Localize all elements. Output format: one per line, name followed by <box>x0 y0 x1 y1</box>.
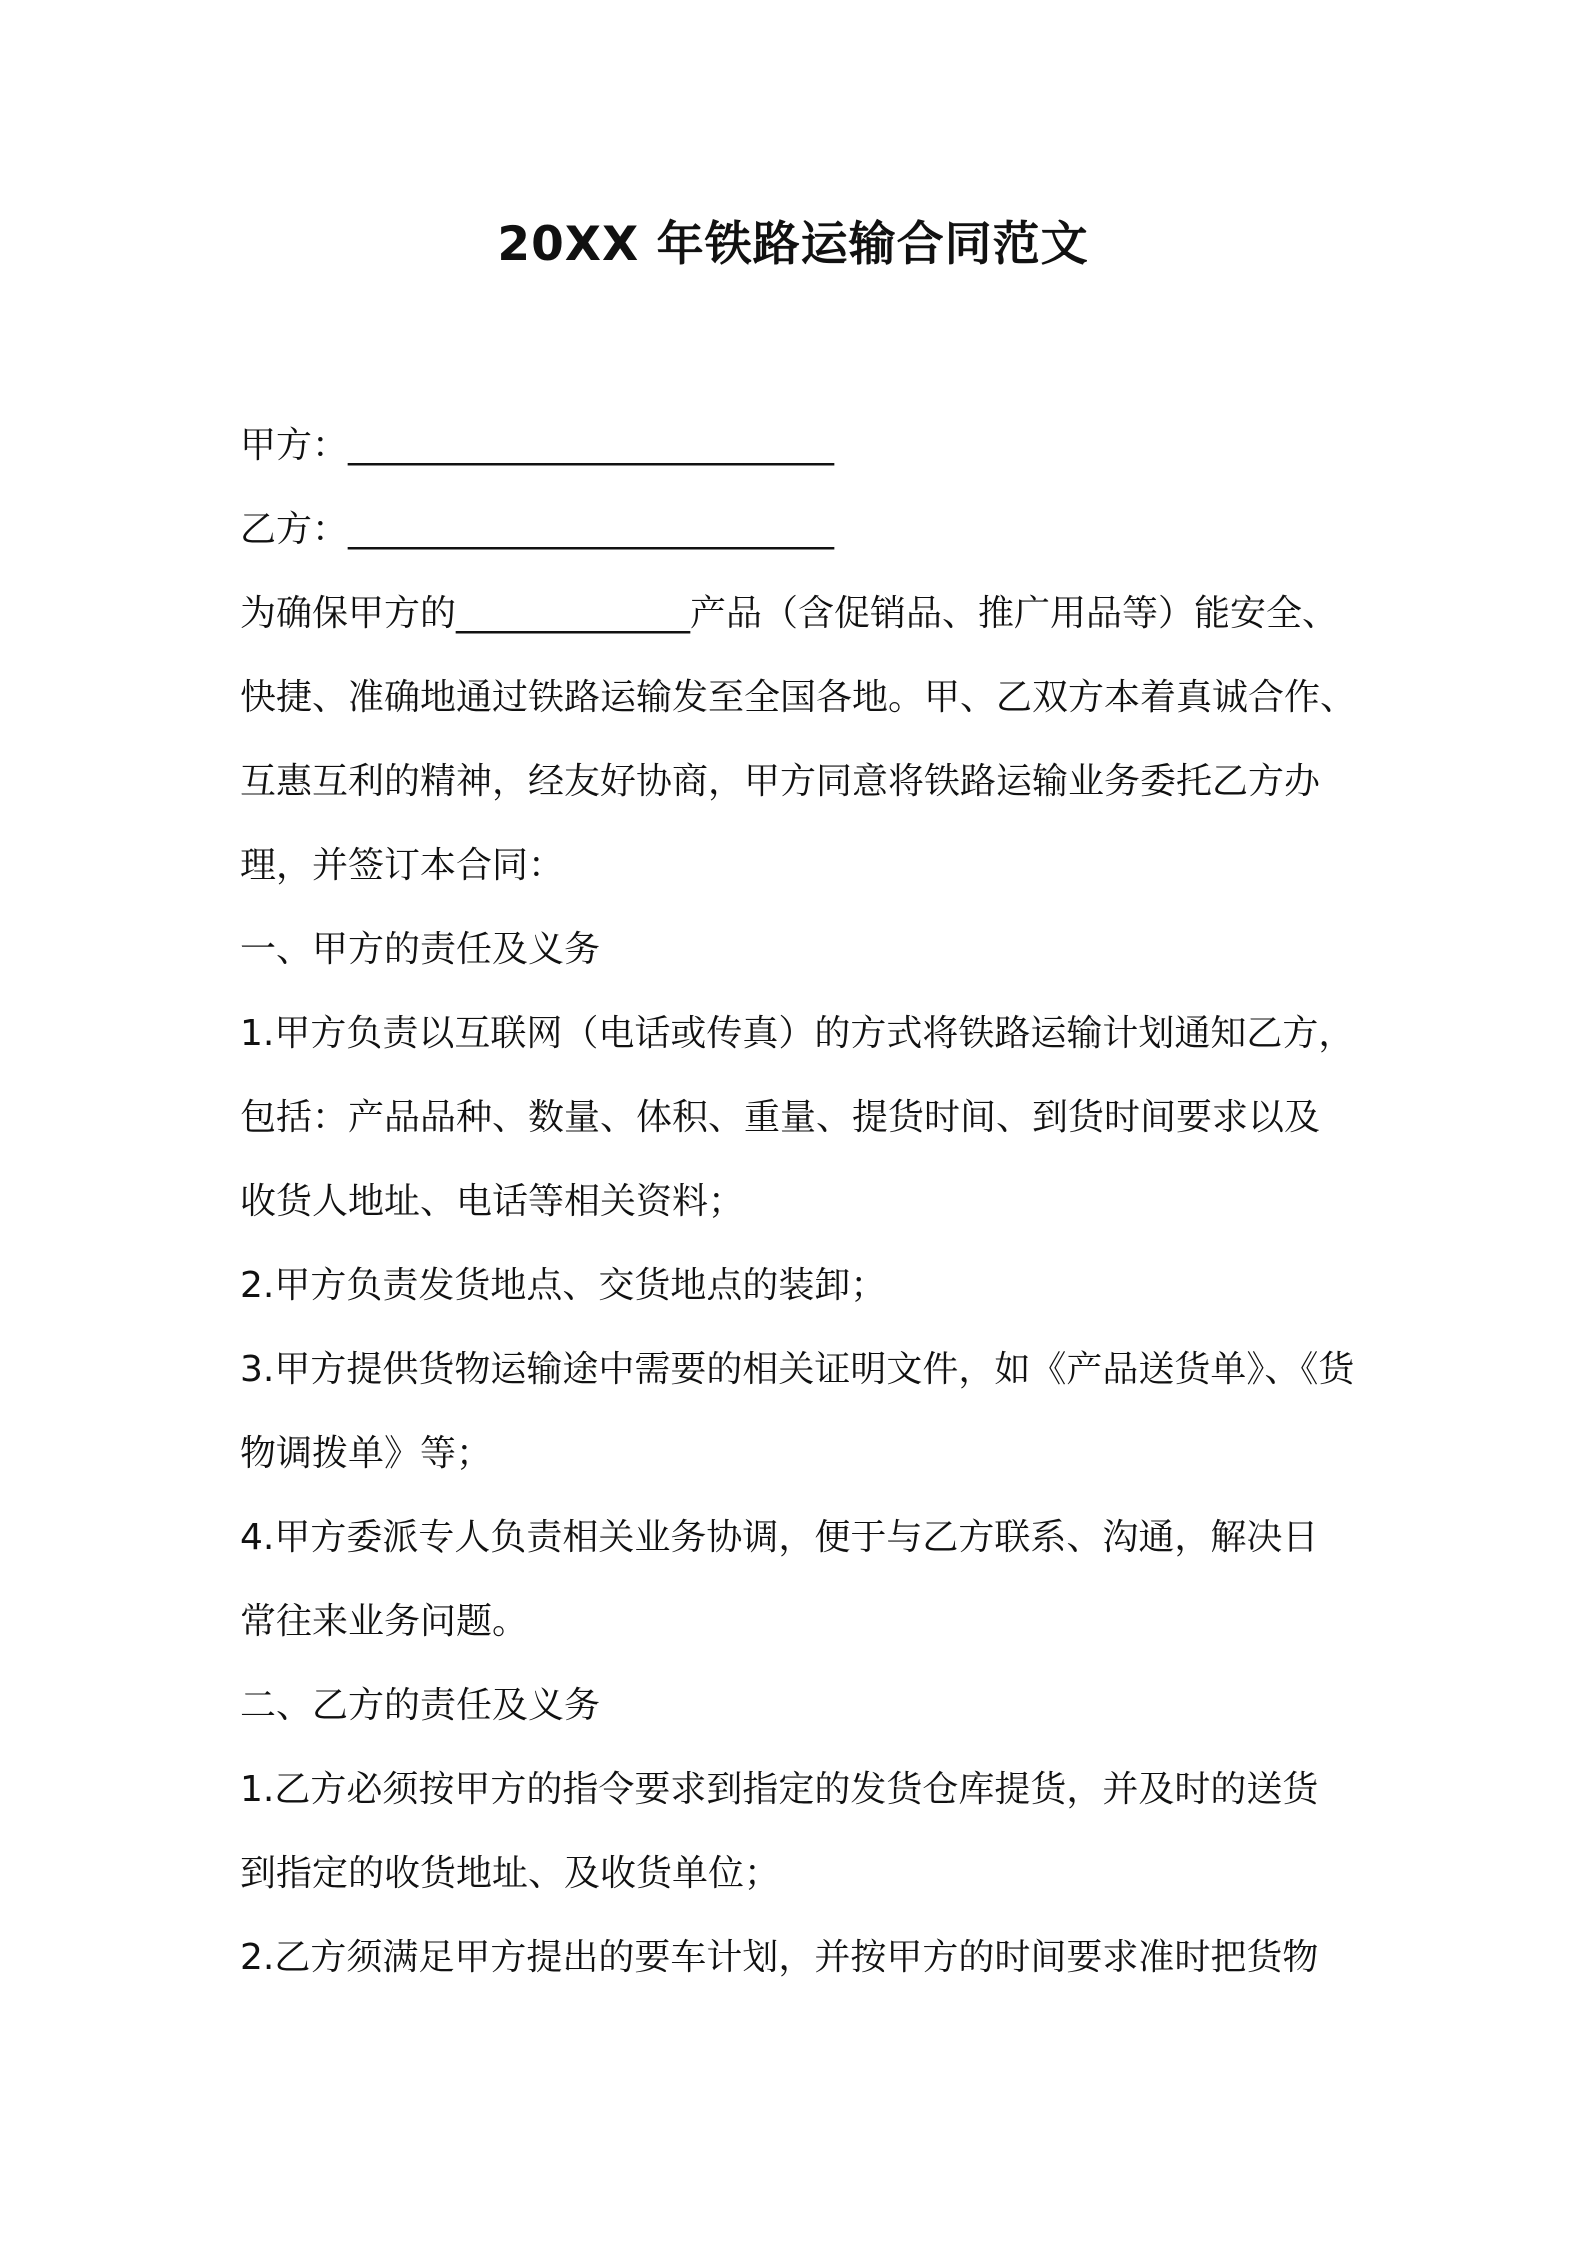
party-a-line: 甲方：___________________________ <box>240 425 835 466</box>
clause-line: 1.甲方负责以互联网（电话或传真）的方式将铁路运输计划通知乙方， <box>240 1013 1355 1054</box>
paragraph-line: 理，并签订本合同： <box>240 845 565 886</box>
clause-line: 包括：产品品种、数量、体积、重量、提货时间、到货时间要求以及 <box>240 1097 1321 1138</box>
clause-line: 3.甲方提供货物运输途中需要的相关证明文件，如《产品送货单》、《货 <box>240 1349 1355 1390</box>
clause-line: 物调拨单》等； <box>240 1433 493 1474</box>
paragraph-line: 互惠互利的精神，经友好协商，甲方同意将铁路运输业务委托乙方办 <box>240 761 1321 802</box>
clause-line: 4.甲方委派专人负责相关业务协调，便于与乙方联系、沟通，解决日 <box>240 1517 1319 1558</box>
party-b-line: 乙方：___________________________ <box>240 509 835 550</box>
clause-line: 收货人地址、电话等相关资料； <box>240 1181 745 1222</box>
clause-line: 到指定的收货地址、及收货单位； <box>240 1853 781 1894</box>
document-body <box>240 404 1358 2000</box>
section-heading: 二、乙方的责任及义务 <box>240 1685 601 1726</box>
paragraph-line: 为确保甲方的_____________产品（含促销品、推广用品等）能安全、 <box>240 593 1339 634</box>
clause-line: 1.乙方必须按甲方的指令要求到指定的发货仓库提货，并及时的送货 <box>240 1769 1319 1810</box>
clause-line: 常往来业务问题。 <box>240 1601 529 1642</box>
section-heading: 一、甲方的责任及义务 <box>240 929 601 970</box>
paragraph-line: 快捷、准确地通过铁路运输发至全国各地。甲、乙双方本着真诚合作、 <box>240 677 1357 718</box>
document-title: 20XX 年铁路运输合同范文 <box>497 217 1089 272</box>
clause-line: 2.甲方负责发货地点、交货地点的装卸； <box>240 1265 887 1306</box>
clause-line: 2.乙方须满足甲方提出的要车计划，并按甲方的时间要求准时把货物 <box>240 1937 1319 1978</box>
